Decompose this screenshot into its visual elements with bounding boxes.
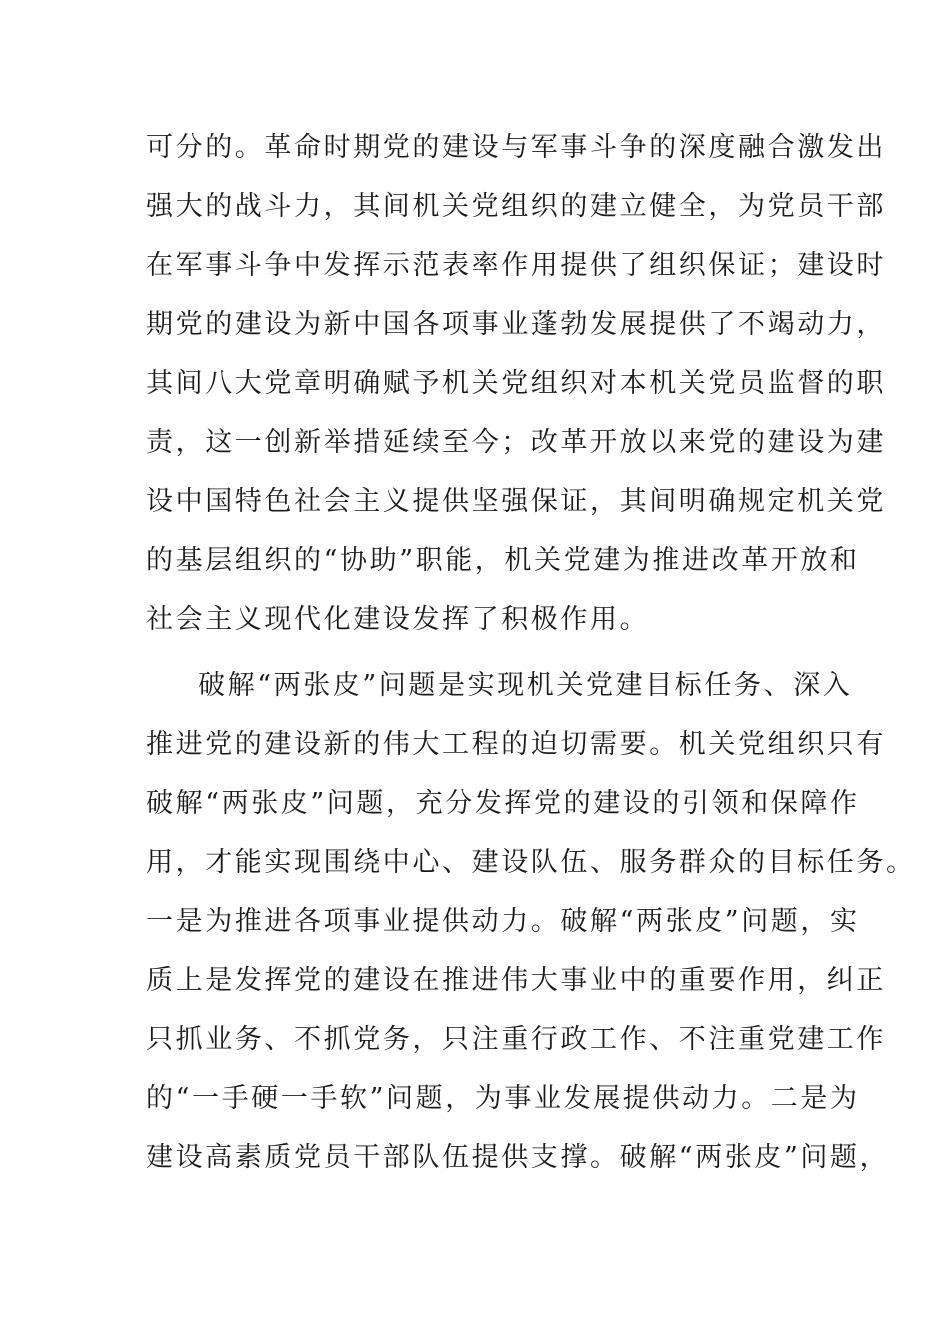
paragraph-1-line: 期党的建设为新中国各项事业蓬勃发展提供了不竭动力，: [146, 309, 886, 340]
paragraph-2-line: 一是为推进各项事业提供动力。破解“两张皮”问题，实: [146, 906, 860, 937]
paragraph-2-line: 推进党的建设新的伟大工程的迫切需要。机关党组织只有: [146, 729, 886, 760]
paragraph-2-line: 用，才能实现围绕中心、建设队伍、服务群众的目标任务。: [146, 847, 916, 878]
paragraph-1-line: 其间八大党章明确赋予机关党组织对本机关党员监督的职: [146, 368, 886, 399]
paragraph-2-first-line: 破解“两张皮”问题是实现机关党建目标任务、深入: [198, 670, 853, 701]
paragraph-2-line: 建设高素质党员干部队伍提供支撑。破解“两张皮”问题，: [146, 1142, 890, 1173]
paragraph-2-line: 只抓业务、不抓党务，只注重行政工作、不注重党建工作: [146, 1024, 886, 1055]
paragraph-1-line: 设中国特色社会主义提供坚强保证，其间明确规定机关党: [146, 486, 886, 517]
paragraph-1-line: 强大的战斗力，其间机关党组织的建立健全，为党员干部: [146, 191, 886, 222]
paragraph-1-line: 的基层组织的“协助”职能，机关党建为推进改革开放和: [146, 545, 860, 576]
paragraph-1-line: 社会主义现代化建设发挥了积极作用。: [146, 604, 650, 635]
paragraph-2-line: 的“一手硬一手软”问题，为事业发展提供动力。二是为: [146, 1083, 860, 1114]
paragraph-1-line: 责，这一创新举措延续至今；改革开放以来党的建设为建: [146, 427, 886, 458]
paragraph-1-line: 可分的。革命时期党的建设与军事斗争的深度融合激发出: [146, 132, 886, 163]
paragraph-1-line: 在军事斗争中发挥示范表率作用提供了组织保证；建设时: [146, 250, 886, 281]
paragraph-2-line: 质上是发挥党的建设在推进伟大事业中的重要作用，纠正: [146, 965, 886, 996]
paragraph-2-line: 破解“两张皮”问题，充分发挥党的建设的引领和保障作: [146, 788, 860, 819]
